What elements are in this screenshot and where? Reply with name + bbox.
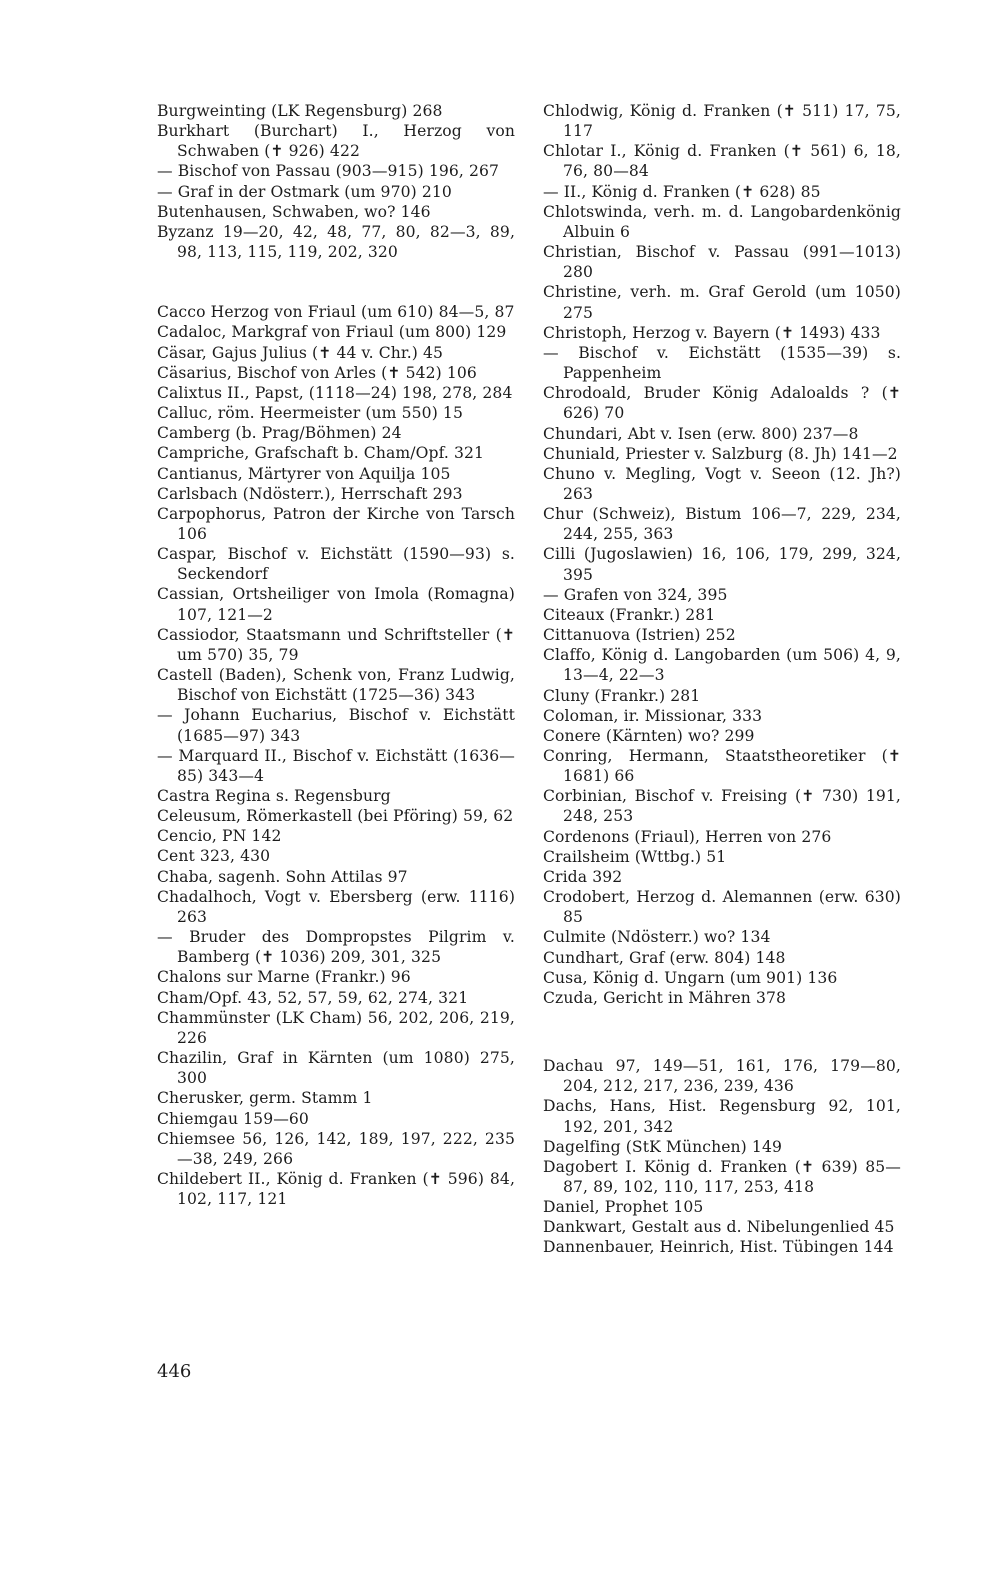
- index-entry: Culmite (Ndösterr.) wo? 134: [543, 928, 771, 947]
- index-entry: Crida 392: [543, 867, 623, 886]
- index-entry: Cassian, Ortsheiliger von Imola (Romagna) 107, 121—2: [157, 585, 515, 624]
- section-gap: [543, 1008, 901, 1056]
- index-entry: Chazilin, Graf in Kärnten (um 1080) 275, 300: [157, 1049, 515, 1088]
- left-section-c: [157, 302, 515, 1209]
- index-entry: Carpophorus, Patron der Kirche von Tarsch 106: [157, 504, 515, 543]
- index-entry: — II., König d. Franken (✝ 628) 85: [543, 182, 821, 201]
- index-entry: Campriche, Grafschaft b. Cham/Opf. 321: [157, 444, 485, 463]
- index-entry: Cäsar, Gajus Julius (✝ 44 v. Chr.) 45: [157, 343, 444, 362]
- index-entry: Cent 323, 430: [157, 847, 271, 866]
- index-entry: Citeaux (Frankr.) 281: [543, 605, 716, 624]
- index-entry: Cham/Opf. 43, 52, 57, 59, 62, 274, 321: [157, 988, 469, 1007]
- index-entry: Cittanuova (Istrien) 252: [543, 626, 736, 645]
- index-entry: — Bruder des Dompropstes Pilgrim v. Bamberg (✝ 1036) 209, 301, 325: [157, 928, 515, 967]
- index-entry: Cordenons (Friaul), Herren von 276: [543, 827, 832, 846]
- index-entry: Cusa, König d. Ungarn (um 901) 136: [543, 968, 838, 987]
- index-entry: Cherusker, germ. Stamm 1: [157, 1089, 373, 1108]
- index-entry: Cantianus, Märtyrer von Aquilja 105: [157, 464, 451, 483]
- index-entry: Chaba, sagenh. Sohn Attilas 97: [157, 867, 408, 886]
- index-entry: Chuno v. Megling, Vogt v. Seeon (12. Jh?) 263: [543, 464, 901, 503]
- index-entry: Chiemsee 56, 126, 142, 189, 197, 222, 235—38, 249, 266: [157, 1129, 515, 1168]
- right-section-d: [543, 1056, 901, 1258]
- page-number: 446: [157, 1361, 192, 1382]
- index-entry: Conere (Kärnten) wo? 299: [543, 726, 755, 745]
- index-entry: Chrodoald, Bruder König Adaloalds ? (✝ 626) 70: [543, 384, 901, 423]
- index-entry: Cencio, PN 142: [157, 827, 282, 846]
- index-entry: Cadaloc, Markgraf von Friaul (um 800) 129: [157, 323, 507, 342]
- left-section-b: [157, 101, 515, 262]
- index-entry: Dannenbauer, Heinrich, Hist. Tübingen 144: [543, 1238, 894, 1257]
- left-column: [157, 101, 515, 1209]
- index-entry: — Graf in der Ostmark (um 970) 210: [157, 182, 452, 201]
- section-gap: [157, 262, 515, 302]
- index-entry: Chalons sur Marne (Frankr.) 96: [157, 968, 411, 987]
- index-entry: Conring, Hermann, Staatstheoretiker (✝ 1681) 66: [543, 747, 901, 786]
- index-entry: Butenhausen, Schwaben, wo? 146: [157, 202, 431, 221]
- index-entry: Camberg (b. Prag/Böhmen) 24: [157, 424, 402, 443]
- index-entry: Christine, verh. m. Graf Gerold (um 1050) 275: [543, 283, 901, 322]
- index-entry: Castra Regina s. Regensburg: [157, 787, 391, 805]
- index-entry: Dagelfing (StK München) 149: [543, 1137, 782, 1156]
- index-entry: Calixtus II., Papst, (1118—24) 198, 278, 284: [157, 383, 513, 402]
- index-entry: Christoph, Herzog v. Bayern (✝ 1493) 433: [543, 323, 881, 342]
- index-entry: Chadalhoch, Vogt v. Ebersberg (erw. 1116) 263: [157, 887, 515, 926]
- index-entry: Cluny (Frankr.) 281: [543, 686, 701, 705]
- right-column: [543, 101, 901, 1258]
- index-entry: Chlodwig, König d. Franken (✝ 511) 17, 75, 117: [543, 102, 901, 141]
- index-entry: Daniel, Prophet 105: [543, 1198, 704, 1217]
- index-entry: Czuda, Gericht in Mähren 378: [543, 988, 787, 1007]
- index-entry: Chur (Schweiz), Bistum 106—7, 229, 234, 244, 255, 363: [543, 505, 901, 544]
- index-entry: Caspar, Bischof v. Eichstätt (1590—93) s. Seckendorf: [157, 545, 515, 584]
- index-entry: Crodobert, Herzog d. Alemannen (erw. 630) 85: [543, 888, 901, 927]
- index-entry: — Grafen von 324, 395: [543, 585, 728, 604]
- index-entry: Crailsheim (Wttbg.) 51: [543, 847, 727, 866]
- index-entry: Childebert II., König d. Franken (✝ 596) 84, 102, 117, 121: [157, 1169, 515, 1209]
- index-entry: Byzanz 19—20, 42, 48, 77, 80, 82—3, 89, 98, 113, 115, 119, 202, 320: [157, 222, 515, 262]
- index-entry: Chammünster (LK Cham) 56, 202, 206, 219, 226: [157, 1008, 515, 1047]
- index-entry: Chundari, Abt v. Isen (erw. 800) 237—8: [543, 424, 859, 443]
- index-entry: — Bischof von Passau (903—915) 196, 267: [157, 162, 500, 181]
- index-entry: Cilli (Jugoslawien) 16, 106, 179, 299, 324, 395: [543, 545, 901, 584]
- index-entry: — Bischof v. Eichstätt (1535—39) s. Pappenheim: [543, 343, 901, 383]
- index-entry: — Johann Eucharius, Bischof v. Eichstätt (1685—97) 343: [157, 706, 515, 745]
- index-entry: Corbinian, Bischof v. Freising (✝ 730) 191, 248, 253: [543, 787, 901, 826]
- index-entry: Castell (Baden), Schenk von, Franz Ludwig, Bischof von Eichstätt (1725—36) 343: [157, 666, 515, 705]
- index-entry: Cäsarius, Bischof von Arles (✝ 542) 106: [157, 363, 477, 382]
- index-entry: Cundhart, Graf (erw. 804) 148: [543, 948, 786, 967]
- index-entry: Chlotar I., König d. Franken (✝ 561) 6, 18, 76, 80—84: [543, 142, 901, 181]
- index-entry: Burkhart (Burchart) I., Herzog von Schwaben (✝ 926) 422: [157, 122, 515, 161]
- index-entry: — Marquard II., Bischof v. Eichstätt (1636—85) 343—4: [157, 746, 515, 785]
- right-section-c: [543, 101, 901, 1008]
- index-entry: Cassiodor, Staatsmann und Schriftsteller (✝ um 570) 35, 79: [157, 625, 515, 664]
- index-entry: Carlsbach (Ndösterr.), Herrschaft 293: [157, 484, 463, 503]
- index-entry: Dachs, Hans, Hist. Regensburg 92, 101, 192, 201, 342: [543, 1097, 901, 1136]
- index-entry: Chiemgau 159—60: [157, 1109, 309, 1128]
- index-entry: Christian, Bischof v. Passau (991—1013) 280: [543, 243, 901, 282]
- index-entry: Chlotswinda, verh. m. d. Langobardenkönig Albuin 6: [543, 202, 901, 241]
- index-entry: Chuniald, Priester v. Salzburg (8. Jh) 141—2: [543, 444, 898, 463]
- index-entry: Dachau 97, 149—51, 161, 176, 179—80, 204, 212, 217, 236, 239, 436: [543, 1057, 901, 1096]
- index-entry: Cacco Herzog von Friaul (um 610) 84—5, 87: [157, 303, 515, 322]
- index-entry: Calluc, röm. Heermeister (um 550) 15: [157, 404, 463, 423]
- index-entry: Dankwart, Gestalt aus d. Nibelungenlied 45: [543, 1218, 895, 1237]
- index-entry: Claffo, König d. Langobarden (um 506) 4, 9, 13—4, 22—3: [543, 646, 901, 685]
- index-entry: Dagobert I. König d. Franken (✝ 639) 85—87, 89, 102, 110, 117, 253, 418: [543, 1157, 901, 1196]
- index-entry: Coloman, ir. Missionar, 333: [543, 706, 763, 725]
- index-entry: Burgweinting (LK Regensburg) 268: [157, 102, 443, 120]
- index-entry: Celeusum, Römerkastell (bei Pföring) 59, 62: [157, 807, 514, 826]
